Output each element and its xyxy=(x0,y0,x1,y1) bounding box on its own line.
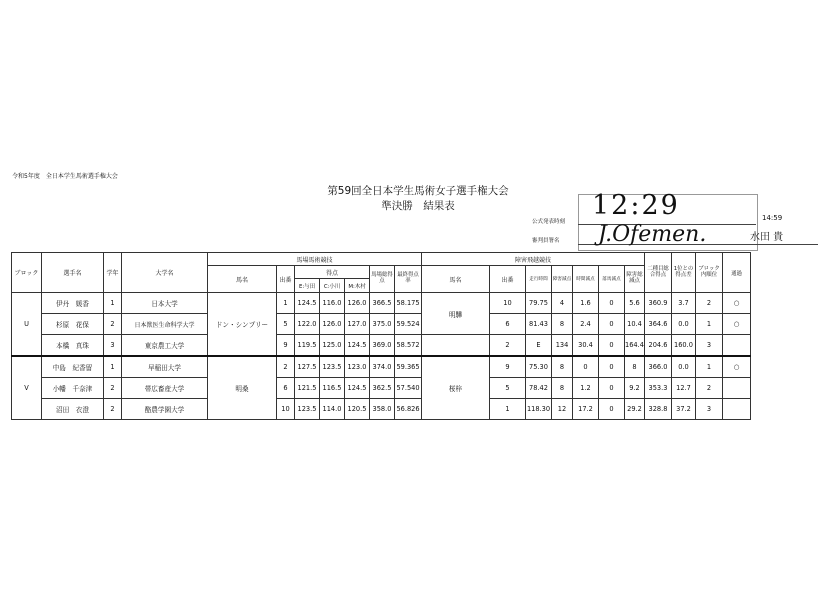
header-dressage-total: 馬場総得点 xyxy=(370,266,395,293)
pass-mark xyxy=(723,378,751,399)
table-row xyxy=(12,314,787,335)
score-c: 123.5 xyxy=(320,356,345,378)
final-pct: 58.175 xyxy=(395,293,422,314)
rider-name: 本橋 真珠 xyxy=(42,335,104,357)
dressage-order: 1 xyxy=(277,293,295,314)
rider-name: 沼田 衣澄 xyxy=(42,399,104,420)
page-subtitle: 準決勝 結果表 xyxy=(381,200,455,212)
jump-total-penalty: 164.4 xyxy=(625,335,645,357)
block-rank: 2 xyxy=(696,293,723,314)
publish-time-label: 公式発表時刻 xyxy=(532,219,566,225)
score-e: 123.5 xyxy=(295,399,320,420)
university: 日本獣医生命科学大学 xyxy=(122,314,208,335)
pass-mark: ○ xyxy=(723,293,751,314)
final-pct: 59.524 xyxy=(395,314,422,335)
header-fall-penalty: 落馬減点 xyxy=(599,266,625,293)
header-two-event-total: 二種目総合得点 xyxy=(645,253,672,293)
two-event-total: 328.8 xyxy=(645,399,672,420)
grade: 3 xyxy=(104,335,122,357)
pass-mark xyxy=(723,335,751,357)
header-jumping-group: 障害飛越競技 xyxy=(422,253,645,266)
header-obstacle-penalty: 障害減点 xyxy=(552,266,573,293)
header-judge-m: M:木村 xyxy=(345,279,370,293)
time: 75.30 xyxy=(526,356,552,378)
jumping-order: 9 xyxy=(490,356,526,378)
obstacle-penalty: 8 xyxy=(552,378,573,399)
jumping-horse: 桜梓 xyxy=(422,356,490,420)
jumping-horse: 明驊 xyxy=(422,293,490,335)
header-jumping-horse: 馬名 xyxy=(422,266,490,293)
header-jump-total-penalty: 障害総減点 xyxy=(625,266,645,293)
rider-name: 小幡 千奈津 xyxy=(42,378,104,399)
diff-first: 37.2 xyxy=(672,399,696,420)
header-judge-e: E:与田 xyxy=(295,279,320,293)
score-m: 120.5 xyxy=(345,399,370,420)
header-block-rank: ブロック内順位 xyxy=(696,253,723,293)
score-e: 122.0 xyxy=(295,314,320,335)
dressage-total: 366.5 xyxy=(370,293,395,314)
obstacle-penalty: 8 xyxy=(552,356,573,378)
obstacle-penalty: 134 xyxy=(552,335,573,357)
time-penalty: 2.4 xyxy=(573,314,599,335)
table-row xyxy=(12,356,787,378)
grade: 2 xyxy=(104,399,122,420)
header-rider: 選手名 xyxy=(42,253,104,293)
final-pct: 58.572 xyxy=(395,335,422,357)
score-c: 116.0 xyxy=(320,293,345,314)
top-note: 令和5年度 全日本学生馬術選手権大会 xyxy=(12,173,118,180)
score-c: 114.0 xyxy=(320,399,345,420)
final-pct: 57.540 xyxy=(395,378,422,399)
header-final-pct: 最終得点率 xyxy=(395,266,422,293)
jump-total-penalty: 8 xyxy=(625,356,645,378)
fall-penalty: 0 xyxy=(599,314,625,335)
table-row xyxy=(12,399,787,420)
jump-total-penalty: 5.6 xyxy=(625,293,645,314)
handwritten-time: 12:29 xyxy=(592,190,680,221)
time-penalty: 30.4 xyxy=(573,335,599,357)
fall-penalty: 0 xyxy=(599,335,625,357)
dressage-horse: 明桑 xyxy=(208,356,277,420)
obstacle-penalty: 4 xyxy=(552,293,573,314)
score-c: 126.0 xyxy=(320,314,345,335)
jumping-order: 1 xyxy=(490,399,526,420)
obstacle-penalty: 12 xyxy=(552,399,573,420)
page-title: 第59回全日本学生馬術女子選手権大会 xyxy=(327,185,509,197)
results-table xyxy=(11,252,787,420)
dressage-order: 9 xyxy=(277,335,295,357)
score-m: 124.5 xyxy=(345,378,370,399)
table-row xyxy=(12,335,787,357)
score-m: 126.0 xyxy=(345,293,370,314)
university: 東京農工大学 xyxy=(122,335,208,357)
diff-first: 3.7 xyxy=(672,293,696,314)
score-c: 125.0 xyxy=(320,335,345,357)
header-jumping-order: 出番 xyxy=(490,266,526,293)
header-time-penalty: 時間減点 xyxy=(573,266,599,293)
rider-name: 中島 紀香留 xyxy=(42,356,104,378)
block-rank: 3 xyxy=(696,335,723,357)
rider-name: 杉原 花保 xyxy=(42,314,104,335)
fall-penalty: 0 xyxy=(599,399,625,420)
dressage-total: 362.5 xyxy=(370,378,395,399)
pass-mark: ○ xyxy=(723,356,751,378)
fall-penalty: 0 xyxy=(599,378,625,399)
time: 118.30 xyxy=(526,399,552,420)
time: 78.42 xyxy=(526,378,552,399)
score-e: 121.5 xyxy=(295,378,320,399)
time-penalty: 0 xyxy=(573,356,599,378)
dressage-order: 2 xyxy=(277,356,295,378)
diff-first: 160.0 xyxy=(672,335,696,357)
header-grade: 学年 xyxy=(104,253,122,293)
grade: 2 xyxy=(104,314,122,335)
header-dressage-horse: 馬名 xyxy=(208,266,277,293)
time-penalty: 1.6 xyxy=(573,293,599,314)
header-university: 大学名 xyxy=(122,253,208,293)
header-dressage-group: 馬場馬術競技 xyxy=(208,253,422,266)
two-event-total: 353.3 xyxy=(645,378,672,399)
rider-name: 伊丹 媛香 xyxy=(42,293,104,314)
table-row xyxy=(12,293,787,314)
time-penalty: 1.2 xyxy=(573,378,599,399)
dressage-horse: ドン・シンプリー xyxy=(208,293,277,357)
header-time: 走行時間 xyxy=(526,266,552,293)
final-pct: 59.365 xyxy=(395,356,422,378)
block-name: U xyxy=(12,293,42,357)
block-rank: 1 xyxy=(696,314,723,335)
fall-penalty: 0 xyxy=(599,356,625,378)
header-block: ブロック xyxy=(12,253,42,293)
university: 日本大学 xyxy=(122,293,208,314)
header-pass: 通過 xyxy=(723,253,751,293)
table-row xyxy=(12,378,787,399)
judge-name: 水田 貴 xyxy=(750,232,784,243)
block-rank: 3 xyxy=(696,399,723,420)
score-c: 116.5 xyxy=(320,378,345,399)
dressage-total: 369.0 xyxy=(370,335,395,357)
dressage-total: 375.0 xyxy=(370,314,395,335)
jumping-horse xyxy=(422,335,490,357)
jump-total-penalty: 29.2 xyxy=(625,399,645,420)
time-penalty: 17.2 xyxy=(573,399,599,420)
jumping-order: 2 xyxy=(490,335,526,357)
two-event-total: 360.9 xyxy=(645,293,672,314)
jumping-order: 5 xyxy=(490,378,526,399)
pass-mark: ○ xyxy=(723,314,751,335)
diff-first: 0.0 xyxy=(672,314,696,335)
dressage-order: 6 xyxy=(277,378,295,399)
block-rank: 2 xyxy=(696,378,723,399)
fall-penalty: 0 xyxy=(599,293,625,314)
judge-signature-label: 審判員署名 xyxy=(532,238,560,244)
jump-total-penalty: 9.2 xyxy=(625,378,645,399)
grade: 1 xyxy=(104,293,122,314)
score-e: 124.5 xyxy=(295,293,320,314)
university: 早稲田大学 xyxy=(122,356,208,378)
time: 79.75 xyxy=(526,293,552,314)
university: 帯広畜産大学 xyxy=(122,378,208,399)
grade: 1 xyxy=(104,356,122,378)
score-m: 124.5 xyxy=(345,335,370,357)
judge-name-line xyxy=(750,244,818,245)
grade: 2 xyxy=(104,378,122,399)
handwritten-signature: J.Ofemen. xyxy=(598,222,707,247)
final-pct: 56.826 xyxy=(395,399,422,420)
two-event-total: 366.0 xyxy=(645,356,672,378)
obstacle-penalty: 8 xyxy=(552,314,573,335)
score-e: 119.5 xyxy=(295,335,320,357)
dressage-total: 374.0 xyxy=(370,356,395,378)
time: E xyxy=(526,335,552,357)
score-m: 127.0 xyxy=(345,314,370,335)
university: 酪農学園大学 xyxy=(122,399,208,420)
block-rank: 1 xyxy=(696,356,723,378)
block-name: V xyxy=(12,356,42,420)
header-judge-c: C:小川 xyxy=(320,279,345,293)
dressage-total: 358.0 xyxy=(370,399,395,420)
two-event-total: 204.6 xyxy=(645,335,672,357)
jumping-order: 6 xyxy=(490,314,526,335)
diff-first: 0.0 xyxy=(672,356,696,378)
pass-mark xyxy=(723,399,751,420)
two-event-total: 364.6 xyxy=(645,314,672,335)
header-dressage-order: 出番 xyxy=(277,266,295,293)
header-diff-first: 1位との得点差 xyxy=(672,253,696,293)
dressage-order: 5 xyxy=(277,314,295,335)
jumping-order: 10 xyxy=(490,293,526,314)
score-m: 123.0 xyxy=(345,356,370,378)
score-e: 127.5 xyxy=(295,356,320,378)
diff-first: 12.7 xyxy=(672,378,696,399)
dressage-order: 10 xyxy=(277,399,295,420)
header-score-group: 得点 xyxy=(295,266,370,279)
stamp-time: 14:59 xyxy=(762,214,783,222)
time: 81.43 xyxy=(526,314,552,335)
jump-total-penalty: 10.4 xyxy=(625,314,645,335)
